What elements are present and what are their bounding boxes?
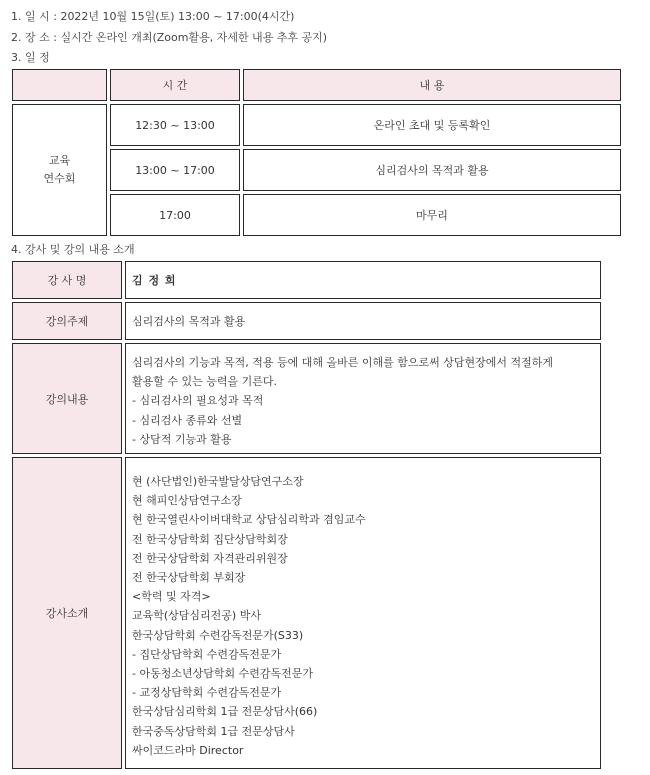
bio-line: 전 한국상담학회 집단상담학회장 xyxy=(132,532,288,546)
bio-line: 현 해피인상담연구소장 xyxy=(132,494,242,508)
section4-title: 4. 강사 및 강의 내용 소개 xyxy=(11,243,135,256)
speaker-bio-row xyxy=(12,457,601,769)
schedule-header-content: 내 용 xyxy=(243,69,621,101)
schedule-time: 12:30 ~ 13:00 xyxy=(110,104,240,146)
bio-line: 현 한국열린사이버대학교 상담심리학과 겸임교수 xyxy=(132,513,366,527)
info-line-2: 2. 장 소 : 실시간 온라인 개최(Zoom활용, 자세한 내용 추후 공지) xyxy=(11,31,328,44)
schedule-content: 온라인 초대 및 등록확인 xyxy=(243,104,621,146)
content-line: - 상담적 기능과 활용 xyxy=(132,432,232,446)
bio-line: 전 한국상담학회 부회장 xyxy=(132,571,246,585)
bio-line: - 아동청소년상담학회 수련감독전문가 xyxy=(132,667,313,681)
speaker-name: 김 정 희 xyxy=(125,261,601,299)
bio-line: 한국상담학회 수련감독전문가(S33) xyxy=(132,628,304,642)
schedule-header-time: 시 간 xyxy=(110,69,240,101)
speaker-content xyxy=(125,343,601,454)
speaker-name-row xyxy=(12,261,601,299)
bio-line: - 집단상담학회 수련감독전문가 xyxy=(132,647,282,661)
speaker-topic-row xyxy=(12,302,601,340)
schedule-header-blank xyxy=(12,69,107,101)
speaker-bio xyxy=(125,457,601,769)
schedule-group-line2: 연수회 xyxy=(43,172,76,185)
speaker-topic-label: 강의주제 xyxy=(12,302,122,340)
content-line: 활용할 수 있는 능력을 기른다. xyxy=(132,375,277,389)
schedule-header-row xyxy=(12,69,621,101)
bio-line: 현 (사단법인)한국발달상담연구소장 xyxy=(132,475,304,488)
bio-line: <학력 및 자격> xyxy=(132,590,211,604)
speaker-table xyxy=(9,258,604,772)
speaker-bio-label: 강사소개 xyxy=(12,457,122,769)
schedule-group-cell xyxy=(12,104,107,236)
info-line-3: 3. 일 정 xyxy=(11,51,50,64)
bio-line: 한국중독상담학회 1급 전문상담사 xyxy=(132,724,295,738)
content-line: - 심리검사의 필요성과 목적 xyxy=(132,394,264,408)
bio-line: - 교정상담학회 수련감독전문가 xyxy=(132,686,282,700)
speaker-name-label: 강 사 명 xyxy=(12,261,122,299)
bio-line: 전 한국상담학회 자격관리위원장 xyxy=(132,551,288,565)
schedule-row xyxy=(12,104,621,146)
schedule-group-line1: 교육 xyxy=(48,154,71,167)
schedule-content: 마무리 xyxy=(243,194,621,236)
content-line: - 심리검사 종류와 선별 xyxy=(132,413,243,427)
schedule-time: 13:00 ~ 17:00 xyxy=(110,149,240,191)
speaker-content-label: 강의내용 xyxy=(12,343,122,454)
content-line: 심리검사의 기능과 목적, 적용 등에 대해 올바른 이해를 함으로써 상담현장에서 적절하게 xyxy=(132,356,553,369)
speaker-content-row xyxy=(12,343,601,454)
bio-line: 싸이코드라마 Director xyxy=(132,743,244,757)
schedule-table xyxy=(9,66,624,239)
schedule-time: 17:00 xyxy=(110,194,240,236)
bio-line: 한국상담심리학회 1급 전문상담사(66) xyxy=(132,705,318,719)
speaker-topic: 심리검사의 목적과 활용 xyxy=(125,302,601,340)
bio-line: 교육학(상담심리전공) 박사 xyxy=(132,609,261,623)
schedule-content: 심리검사의 목적과 활용 xyxy=(243,149,621,191)
info-line-1: 1. 일 시 : 2022년 10월 15일(토) 13:00 ~ 17:00(4시간) xyxy=(11,10,295,23)
